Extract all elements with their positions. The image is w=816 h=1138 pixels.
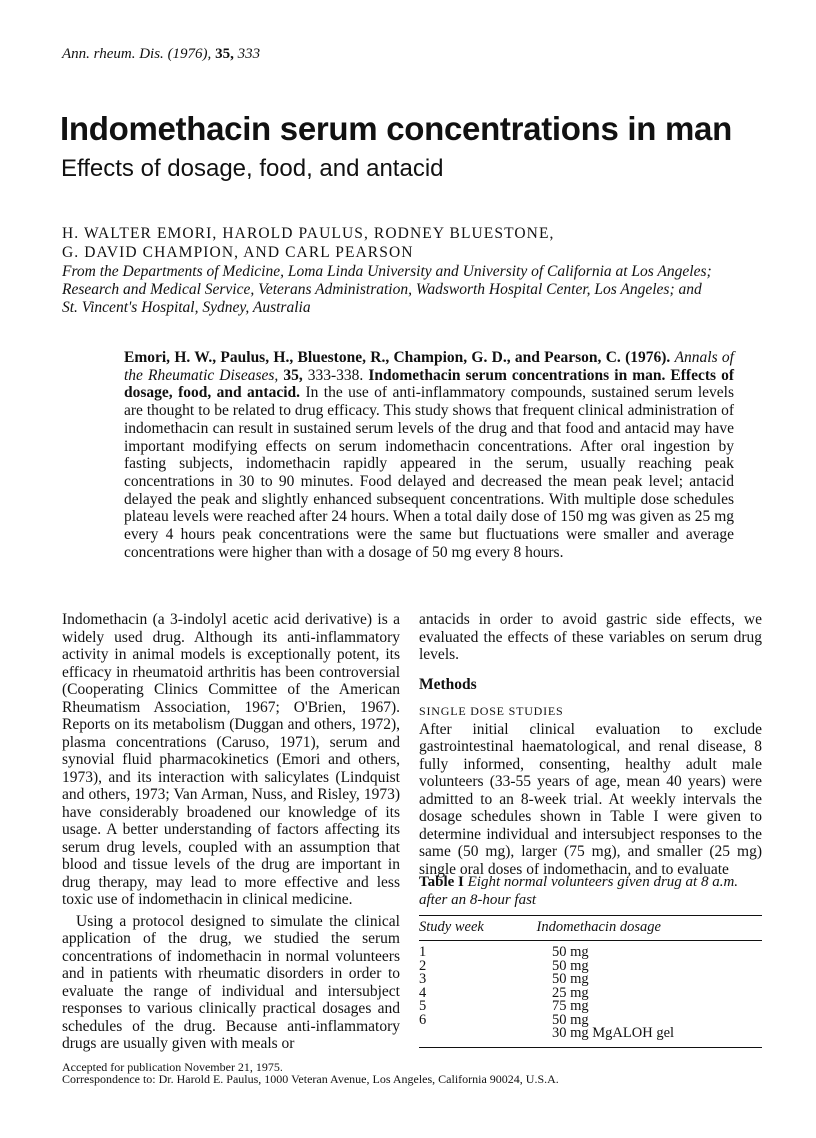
table-row bbox=[419, 987, 762, 1001]
intro-paragraph-3: antacids in order to avoid gastric side effects, we evaluated the effects of these variables on serum drug levels. bbox=[419, 611, 762, 663]
table-row bbox=[419, 1027, 762, 1041]
table-header-row bbox=[419, 916, 762, 940]
methods-paragraph: After initial clinical evaluation to exclude gastrointestinal haematological, and renal disease, 8 fully informed, consenting, healthy adult male volunteers (33-55 years of age, mean 40 years) were admitted to an 8-week trial. At weekly intervals the dosage schedules shown in Table I were given to determine individual and intersubject responses to the same (50 mg), larger (75 mg), and smaller (25 mg) single oral doses of indomethacin, and to evaluate bbox=[419, 720, 762, 878]
dosage-cell: 50 mg bbox=[552, 957, 589, 974]
affiliation-line-1: From the Departments of Medicine, Loma Linda University and University of California at Los Angeles; bbox=[62, 263, 712, 280]
table-bottom-rule bbox=[419, 1047, 762, 1048]
week-cell: 1 bbox=[419, 944, 427, 960]
dosage-cell: 25 mg bbox=[552, 984, 589, 1001]
abstract bbox=[124, 349, 734, 561]
abstract-journal: Annals of the Rheumatic Diseases, bbox=[124, 349, 734, 384]
affiliation-line-3: St. Vincent's Hospital, Sydney, Australia bbox=[62, 299, 311, 316]
week-cell: 2 bbox=[419, 957, 427, 974]
dosage-table bbox=[419, 916, 762, 940]
methods-heading: Methods bbox=[419, 675, 477, 693]
footnote bbox=[62, 1061, 559, 1085]
journal-volume: 35, bbox=[215, 46, 234, 62]
table-row bbox=[419, 973, 762, 987]
table-1 bbox=[419, 873, 762, 1048]
table-row bbox=[419, 946, 762, 960]
week-cell: 6 bbox=[419, 1011, 427, 1028]
intro-paragraph-1: Indomethacin (a 3-indolyl acetic acid derivative) is a widely used drug. Although its anti-inflammatory activity in animal models is exceptionally potent, its efficacy in rheumatoid arthritis has been controversial (Cooperating Clinics Committee of the American Rheumatism Association, 1967; O'Brien, 1967). Reports on its metabolism (Duggan and others, 1972), plasma concentrations (Caruso, 1971), serum and synovial fluid pharmacokinetics (Emori and others, 1973), and its interaction with salicylates (Lindquist and others, 1973; Van Arman, Nuss, and Risley, 1973) have considerably broadened our knowledge of its usage. A better understanding of factors affecting its serum drug levels, coupled with an assumption that blood and tissue levels of the drug are important in drug therapy, may lead to more effective and less toxic use of indomethacin in clinical medicine. bbox=[62, 611, 400, 908]
dosage-cell: 75 mg bbox=[552, 998, 589, 1014]
journal-year: (1976), bbox=[167, 46, 212, 62]
abstract-authors: Emori, H. W., Paulus, H., Bluestone, R., Champion, G. D., and Pearson, C. (1976). bbox=[124, 349, 671, 366]
dosage-table-body bbox=[419, 946, 762, 1041]
table-row bbox=[419, 960, 762, 974]
affiliation-line-2: Research and Medical Service, Veterans Administration, Wadsworth Hospital Center, Los Angeles; and bbox=[62, 281, 702, 298]
intro-paragraph-2: Using a protocol designed to simulate the clinical application of the drug, we studied the serum concentrations of indomethacin in normal volunteers and in patients with rheumatic disorders in order to evaluate the range of individual and intersubject responses to various clinically practical dosages and schedules of the drug. Because anti-inflammatory drugs are usually given with meals or bbox=[62, 912, 400, 1052]
abstract-volume: 35, bbox=[283, 366, 303, 384]
week-cell: 4 bbox=[419, 984, 427, 1001]
abstract-body: In the use of anti-inflammatory compounds, sustained serum levels are thought to be related to drug efficacy. This study shows that frequent clinical administration of indomethacin can result in sustained serum levels of the drug and that food and antacid may have important modifying effects on serum indomethacin concentrations. After oral ingestion by fasting subjects, indomethacin rapidly appeared in the serum, usually reaching peak concentrations in 30 to 90 minutes. Food delayed and decreased the mean peak level; antacid delayed the peak and slightly enhanced subsequent concentrations. With multiple dose schedules plateau levels were reached after 24 hours. When a total daily dose of 150 mg was given as 25 mg every 4 hours peak concentrations were the same but fluctuations were smaller and average concentrations were higher than with a dosage of 50 mg every 8 hours. bbox=[124, 384, 734, 561]
article-subtitle: Effects of dosage, food, and antacid bbox=[61, 155, 444, 182]
table-row bbox=[419, 1000, 762, 1014]
table-header-rule bbox=[419, 940, 762, 941]
journal-name: Ann. rheum. Dis. bbox=[62, 46, 164, 62]
dosage-cell: 30 mg MgALOH gel bbox=[552, 1025, 675, 1041]
author-line-1: H. WALTER EMORI, HAROLD PAULUS, RODNEY BLUESTONE, bbox=[62, 225, 555, 242]
abstract-title: Indomethacin serum concentrations in man. Effects of dosage, food, and antacid. bbox=[124, 366, 735, 402]
column-header-week: Study week bbox=[419, 919, 484, 935]
body-column-right bbox=[419, 611, 762, 878]
dosage-cell: 50 mg bbox=[552, 944, 589, 960]
table-label: Table I bbox=[419, 874, 464, 890]
week-cell bbox=[419, 1027, 552, 1041]
dosage-cell: 50 mg bbox=[552, 1011, 589, 1028]
table-caption-text: Eight normal volunteers given drug at 8 a.m. after an 8-hour fast bbox=[419, 874, 739, 908]
affiliation bbox=[62, 263, 782, 317]
week-cell: 5 bbox=[419, 998, 427, 1014]
single-dose-heading: SINGLE DOSE STUDIES bbox=[419, 704, 564, 718]
accepted-note: Accepted for publication November 21, 1975. bbox=[62, 1060, 283, 1074]
abstract-pages: 333-338. bbox=[307, 366, 364, 384]
correspondence-note: Correspondence to: Dr. Harold E. Paulus, 1000 Veteran Avenue, Los Angeles, California 90024, U.S.A. bbox=[62, 1072, 559, 1086]
author-list bbox=[62, 224, 762, 262]
table-caption bbox=[419, 873, 762, 909]
journal-citation bbox=[62, 46, 260, 63]
journal-page: 333 bbox=[237, 46, 261, 62]
week-cell: 3 bbox=[419, 971, 427, 987]
column-header-dosage: Indomethacin dosage bbox=[536, 919, 661, 935]
body-column-left bbox=[62, 611, 400, 1053]
dosage-cell: 50 mg bbox=[552, 971, 589, 987]
author-line-2: G. DAVID CHAMPION, AND CARL PEARSON bbox=[62, 244, 414, 261]
article-title: Indomethacin serum concentrations in man bbox=[60, 110, 732, 147]
